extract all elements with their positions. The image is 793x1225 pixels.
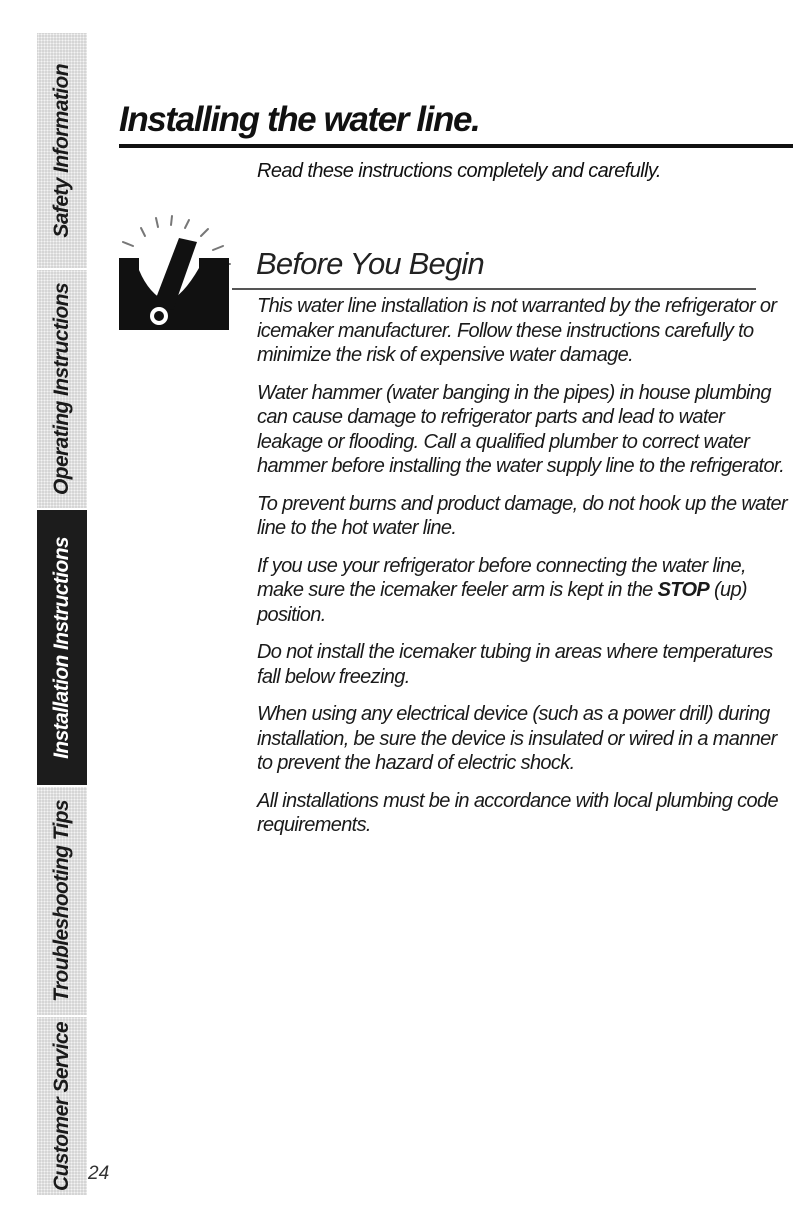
tab-installation-instructions[interactable] [37,510,87,787]
tab-label: Safety Information [50,63,73,238]
tab-customer-service[interactable] [37,1017,87,1195]
paragraph [257,554,787,628]
warning-exclamation-icon [113,212,238,332]
section-title: Before You Begin [256,246,484,281]
paragraph: When using any electrical device (such as a power drill) during installation, be sure the device is insulated or wired in a manner to prevent the hazard of electric shock. [257,703,777,774]
page-number: 24 [88,1163,110,1184]
tab-operating-instructions[interactable] [37,270,87,510]
title-rule [119,144,793,148]
tab-label: Customer Service [50,1021,73,1191]
paragraph-text: If you use your refrigerator before connecting the water line, make sure the icemaker feeler arm is kept in the [257,554,746,601]
paragraph-text: (up) position. [257,579,747,626]
paragraph: This water line installation is not warranted by the refrigerator or icemaker manufacturer. Follow these instructions carefully to minimize the risk of expensive water damage. [257,295,777,366]
intro-text: Read these instructions completely and carefully. [257,160,661,182]
paragraph: To prevent burns and product damage, do not hook up the water line to the hot water line. [257,492,787,539]
tab-label: Operating Instructions [50,283,73,495]
paragraph: Do not install the icemaker tubing in areas where temperatures fall below freezing. [257,641,773,688]
tab-label: Troubleshooting Tips [50,800,73,1002]
tab-troubleshooting-tips[interactable] [37,787,87,1017]
section-rule [232,288,756,290]
tab-label: Installation Instructions [50,536,73,759]
section-tab-bar [37,33,87,1195]
emphasis-stop: STOP [657,579,710,601]
paragraph: Water hammer (water banging in the pipes) in house plumbing can cause damage to refrigerator parts and lead to water leakage or flooding. Call a qualified plumber to correct water hammer before installing the water supply line to the refrigerator. [257,381,785,477]
page-title: Installing the water line. [119,100,480,139]
body-text [257,294,787,851]
paragraph: All installations must be in accordance with local plumbing code requirements. [257,789,778,836]
tab-safety-information[interactable] [37,33,87,270]
